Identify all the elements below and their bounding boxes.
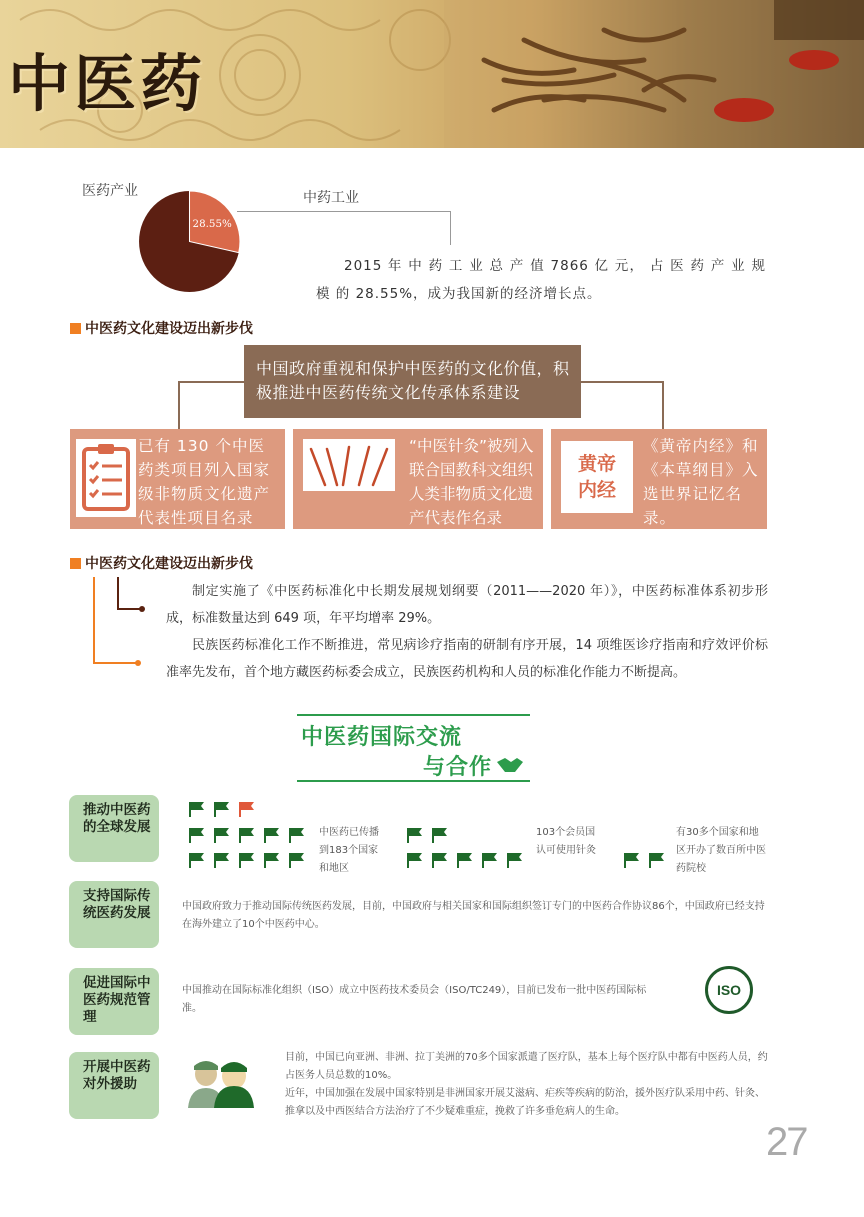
flag-icon — [263, 827, 281, 843]
flag-icon — [213, 801, 231, 817]
intl-item-standards-label: 促进国际中医药规范管理 — [69, 968, 159, 1035]
intl-title-line2: 与合作 — [423, 755, 493, 780]
intl-item-aid-text-1: 目前，中国已向亚洲、非洲、拉丁美洲的70多个国家派遣了医疗队，基本上每个医疗队中都有中医药人员，约占医务人员总数的10%。 — [285, 1052, 768, 1081]
medical-team-icon — [184, 1052, 264, 1108]
flag-icon — [481, 852, 499, 868]
page-number: 27 — [766, 1120, 807, 1164]
flag-icon — [623, 852, 641, 868]
standards-paragraph-1: 制定实施了《中医药标准化中长期发展规划纲要（2011——2020 年）》，中医药标准体系初步形成，标准数量达到 649 项，年平均增率 29%。 — [166, 584, 768, 626]
flag-icon — [238, 852, 256, 868]
flag-icon — [238, 827, 256, 843]
intl-item-traditional-label: 支持国际传统医药发展 — [69, 881, 159, 948]
flag-icon — [188, 827, 206, 843]
page-title: 中医药 — [8, 47, 207, 120]
intl-item-aid-text-2: 近年，中国加强在发展中国家特别是非洲国家开展艾滋病、疟疾等疾病的防治，援外医疗队采用中药、针灸、推拿以及中西医结合方法治疗了不少疑难重症，挽救了许多垂危病人的生命。 — [285, 1088, 765, 1117]
callout-line — [237, 211, 451, 245]
culture-main-box: 中国政府重视和保护中医药的文化价值，积极推进中医药传统文化传承体系建设 — [244, 345, 581, 418]
flag-icon — [648, 852, 666, 868]
flag-icon — [238, 801, 256, 817]
heading-marker — [70, 558, 81, 569]
cordyceps-photo — [444, 0, 864, 148]
intl-title-line1: 中医药国际交流 — [301, 725, 463, 750]
pie-chart — [138, 190, 241, 293]
iso-badge — [705, 966, 753, 1014]
huangdi-neijing-book-icon — [561, 441, 633, 513]
culture-box-acupuncture — [293, 429, 543, 529]
pie-industry-label: 医药产业 — [82, 183, 138, 199]
heading-marker — [70, 323, 81, 334]
pie-description: 2015 年 中 药 工 业 总 产 值 7866 亿 元， 占 医 药 产 业 规 模 的 28.55%，成为我国新的经济增长点。 — [316, 258, 766, 302]
pie-tcm-label: 中药工业 — [303, 190, 359, 206]
clipboard-icon — [76, 439, 136, 517]
iso-badge-text: ISO — [716, 982, 742, 998]
intl-stat-schools: 有30多个国家和地区开办了数百所中医药院校 — [676, 827, 766, 874]
flag-icon — [406, 852, 424, 868]
culture-box-memory — [551, 429, 767, 529]
flag-icon — [431, 852, 449, 868]
intl-stat-countries: 中医药已传播到183个国家和地区 — [319, 827, 379, 874]
handshake-icon — [495, 754, 525, 776]
flag-icon — [263, 852, 281, 868]
standards-text — [166, 578, 768, 686]
standards-heading-text: 中医药文化建设迈出新步伐 — [85, 556, 253, 572]
intl-item-standards-text: 中国推动在国际标准化组织（ISO）成立中医药技术委员会（ISO/TC249），目前已发布一批中医药国际标准。 — [182, 985, 647, 1014]
culture-box-acupuncture-text — [303, 434, 539, 530]
flag-icon — [213, 852, 231, 868]
culture-box-memory-text: 《黄帝内经》和《本草纲目》入选世界记忆名录。 — [643, 437, 759, 527]
intl-title-banner — [297, 714, 530, 782]
standards-paragraph-2: 民族医药标准化工作不断推进，常见病诊疗指南的研制有序开展，14 项维医诊疗指南和疗效评价标准率先发布，首个地方藏医药标委会成立，民族医药机构和人员的标准化作能力不断提高。 — [166, 638, 768, 680]
flag-icon — [288, 852, 306, 868]
intl-stat-acupuncture: 103个会员国认可使用针灸 — [536, 827, 596, 856]
intl-item-aid-label: 开展中医药对外援助 — [69, 1052, 159, 1119]
flag-icon — [456, 852, 474, 868]
standards-connector — [92, 577, 162, 673]
flag-icon — [506, 852, 524, 868]
culture-box-acupuncture-text-inner: “中医针灸”被列入联合国教科文组织人类非物质文化遗产代表作名录 — [409, 437, 534, 527]
flag-icon — [188, 852, 206, 868]
intl-item-global-label: 推动中医药的全球发展 — [69, 795, 159, 862]
intl-item-aid-text — [285, 1049, 769, 1121]
flag-icon — [213, 827, 231, 843]
book-icon-text: 黄帝内经 — [577, 453, 616, 501]
pie-percent-label: 28.55% — [192, 218, 232, 231]
culture-box-heritage — [70, 429, 285, 529]
culture-heading-text: 中医药文化建设迈出新步伐 — [85, 321, 253, 337]
flag-icon — [188, 801, 206, 817]
flag-icon — [406, 827, 424, 843]
intl-item-traditional-text: 中国政府致力于推动国际传统医药发展，目前，中国政府与相关国家和国际组织签订专门的中医药合作协议86个，中国政府已经支持在海外建立了10个中医药中心。 — [182, 901, 765, 930]
culture-heading — [70, 318, 253, 338]
flag-icon — [431, 827, 449, 843]
standards-heading — [70, 553, 253, 573]
flag-icon — [288, 827, 306, 843]
header-banner — [0, 0, 864, 148]
culture-box-heritage-text: 已有 130 个中医药类项目列入国家级非物质文化遗产代表性项目名录 — [138, 437, 271, 527]
